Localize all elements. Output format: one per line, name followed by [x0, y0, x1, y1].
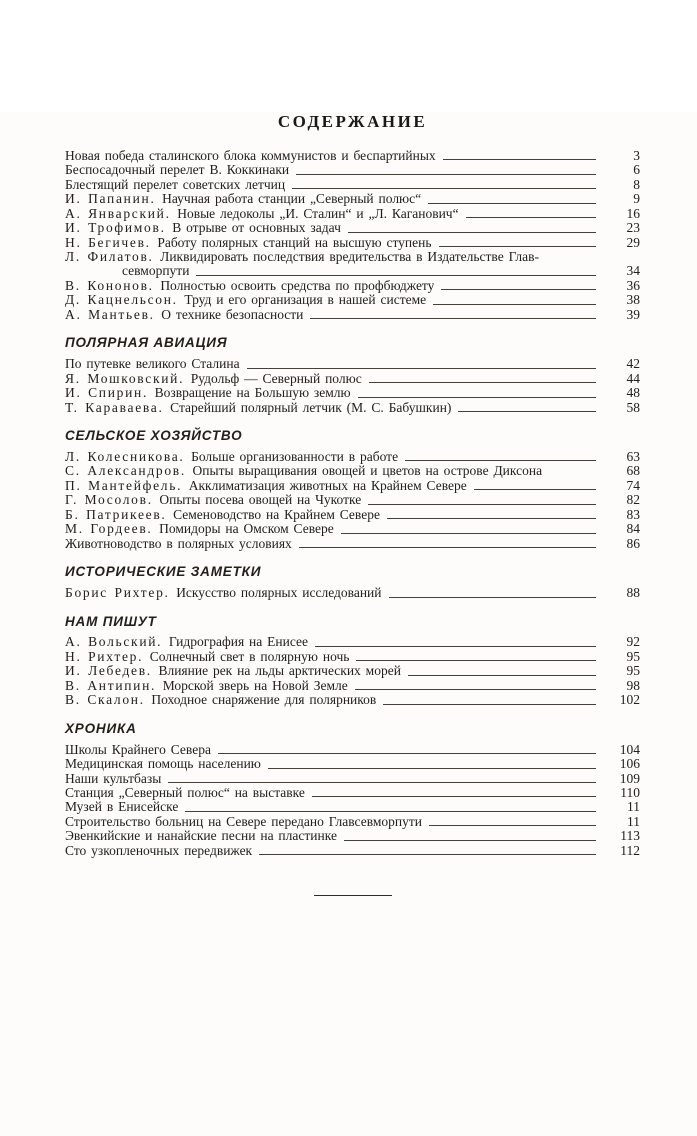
leader-line [428, 199, 596, 204]
page-number: 109 [619, 770, 640, 786]
toc-entry-title: Акклиматизация животных на Крайнем Севере [188, 478, 467, 493]
toc-entry [65, 815, 422, 829]
toc-entry-author: М. Гордеев. [65, 522, 160, 537]
toc-entry [65, 464, 542, 478]
page-number: 113 [620, 828, 640, 844]
toc-row [65, 401, 640, 415]
toc-row [65, 464, 640, 478]
toc-entry-author: Т. Караваева. [65, 400, 171, 415]
leader-line [348, 228, 596, 233]
toc-entry-title: Сто узкопленочных передвижек [65, 843, 253, 858]
leader-line [389, 593, 597, 598]
leader-line [466, 213, 596, 218]
leader-line [439, 242, 596, 247]
toc-entry-title: Опыты посева овощей на Чукотке [159, 493, 362, 508]
toc-entry-title: Научная работа станции „Северный полюс“ [162, 192, 422, 207]
leader-line [292, 184, 596, 189]
toc-entry-author: Д. Кацнельсон. [65, 293, 185, 308]
toc-entry [65, 386, 351, 400]
toc-entry-title: Больше организованности в работе [191, 449, 399, 464]
toc-entry-title: Походное снаряжение для полярников [151, 693, 377, 708]
leader-line [387, 514, 596, 519]
leader-line [405, 456, 596, 461]
page-number: 16 [626, 205, 640, 221]
page-number: 48 [626, 385, 640, 401]
page-title: СОДЕРЖАНИЕ [277, 112, 428, 131]
toc-entry-title: Морской зверь на Новой Земле [162, 678, 348, 693]
toc-entry-title: Беспосадочный перелет В. Коккинаки [65, 163, 290, 178]
toc-row [65, 192, 640, 206]
toc-entry [65, 586, 382, 600]
toc-entry-title: Эвенкийские и нанайские песни на пластинке [65, 829, 337, 844]
toc-entry-author: П. Мантейфель. [65, 478, 189, 493]
toc-entry [65, 650, 349, 664]
page-number: 36 [626, 277, 640, 293]
toc-row [65, 757, 640, 771]
toc-entry [65, 279, 434, 293]
toc-entry-author: Н. Бегичев. [65, 235, 158, 250]
toc-entry-title: Старейший полярный летчик (М. С. Бабушкин) [170, 400, 452, 415]
toc-row [65, 149, 640, 163]
toc-entry-author: В. Скалон. [65, 693, 152, 708]
leader-line [259, 850, 596, 855]
leader-line [268, 764, 596, 769]
toc-row [65, 743, 640, 757]
page-number: 74 [626, 477, 640, 493]
toc-entry-author: Л. Колесникова. [65, 449, 192, 464]
toc-row [65, 236, 640, 250]
page-number: 42 [626, 356, 640, 372]
page-number: 92 [626, 634, 640, 650]
toc-entry [65, 772, 161, 786]
toc-row [65, 664, 640, 678]
section-heading: НАМ ПИШУТ [65, 613, 157, 629]
page-number: 106 [619, 756, 640, 772]
toc-row [65, 508, 640, 522]
page-number: 110 [620, 784, 640, 800]
toc-entry [65, 786, 305, 800]
toc-entry-author: В. Антипин. [65, 678, 163, 693]
toc-entry [65, 829, 337, 843]
page-number: 3 [633, 147, 640, 163]
leader-line [312, 792, 596, 797]
toc-entry-title: В отрыве от основных задач [172, 221, 341, 236]
toc-entry-author: А. Мантьев. [65, 307, 162, 322]
toc-entry [65, 508, 380, 522]
toc-entry-title: Искусство полярных исследований [176, 586, 382, 601]
toc-entry-title: Труд и его организация в нашей системе [184, 293, 427, 308]
leader-line [358, 393, 596, 398]
leader-line [474, 485, 596, 490]
toc-entry-author: А. Вольский. [65, 635, 169, 650]
toc-row [65, 372, 640, 386]
toc-row [65, 537, 640, 551]
leader-line [443, 155, 596, 160]
toc-entry-author: И. Трофимов. [65, 221, 173, 236]
leader-line [383, 700, 596, 705]
toc-entry-title: Строительство больниц на Севере передано Главсевморпути [65, 814, 422, 829]
leader-line [458, 407, 596, 412]
page-number: 29 [626, 234, 640, 250]
toc-row [65, 800, 640, 814]
page-number: 68 [626, 463, 640, 479]
leader-line [441, 285, 596, 290]
leader-line [341, 529, 596, 534]
leader-line [168, 778, 596, 783]
toc-entry-author: И. Лебедев. [65, 664, 159, 679]
toc-entry-title: Опыты выращивания овощей и цветов на острове Диксона [192, 464, 543, 479]
toc-row [65, 308, 640, 322]
leader-line [408, 671, 596, 676]
toc-entry-title: Школы Крайнего Севера [65, 742, 211, 757]
toc-entry [65, 178, 285, 192]
page-number: 34 [626, 263, 640, 279]
page-number: 11 [627, 799, 640, 815]
page-number: 6 [633, 162, 640, 178]
toc-entry [65, 450, 398, 464]
toc-row [65, 250, 640, 264]
toc-entry [65, 207, 459, 221]
toc-row [65, 163, 640, 177]
leader-line [546, 258, 610, 262]
page-number: 95 [626, 663, 640, 679]
leader-line [356, 656, 596, 661]
toc-entry-author: Борис Рихтер. [65, 586, 177, 601]
toc-section [65, 428, 640, 551]
toc-section [65, 564, 640, 600]
section-heading: ИСТОРИЧЕСКИЕ ЗАМЕТКИ [65, 564, 262, 580]
toc-entry [65, 693, 376, 707]
toc-entry [65, 264, 189, 278]
section-heading: СЕЛЬСКОЕ ХОЗЯЙСТВО [65, 428, 243, 443]
toc-row [65, 386, 640, 400]
toc-section [65, 721, 640, 859]
toc-entry-author: Г. Мосолов. [65, 493, 160, 508]
toc-row [65, 844, 640, 858]
toc-entry-title: Ликвидировать последствия вредительства в Издательстве Глав- [160, 250, 539, 265]
leader-line [429, 821, 596, 826]
leader-line [196, 271, 596, 276]
leader-line [185, 807, 596, 812]
page-number: 9 [633, 191, 640, 207]
leader-line [549, 472, 610, 476]
toc-entry [65, 522, 334, 536]
toc-entry [65, 679, 348, 693]
toc-entry-title: Рудольф — Северный полюс [190, 371, 362, 386]
page-number: 63 [626, 448, 640, 464]
page-number: 98 [626, 677, 640, 693]
toc-entry [65, 250, 539, 264]
toc-entry [65, 163, 289, 177]
toc-entry [65, 479, 467, 493]
toc-entry-title: Возвращение на Большую землю [154, 386, 351, 401]
toc-entry-author: Н. Рихтер. [65, 649, 150, 664]
toc-entry [65, 149, 436, 163]
end-divider [314, 895, 392, 896]
toc-row [65, 450, 640, 464]
toc-entry [65, 743, 211, 757]
leader-line [369, 378, 596, 383]
toc-row [65, 636, 640, 650]
toc-entry [65, 800, 178, 814]
page-number: 83 [626, 506, 640, 522]
toc-entry [65, 401, 451, 415]
page-number: 44 [626, 370, 640, 386]
leader-line [218, 749, 596, 754]
toc-entry-title: Влияние рек на льды арктических морей [158, 664, 401, 679]
toc-entry-author: Л. Филатов. [65, 250, 161, 265]
leader-line [310, 314, 596, 319]
toc-entry [65, 664, 401, 678]
leader-line [433, 300, 596, 305]
toc-row [65, 772, 640, 786]
toc-entry [65, 537, 292, 551]
leader-line [315, 642, 596, 647]
page-number: 38 [626, 292, 640, 308]
toc-row [65, 815, 640, 829]
leader-line [355, 685, 596, 690]
toc-entry [65, 293, 426, 307]
toc-entry-title: Медицинская помощь населению [65, 757, 261, 772]
toc-row [65, 221, 640, 235]
toc-row [65, 279, 640, 293]
leader-line [344, 836, 596, 841]
toc-entry-author: Б. Патрикеев. [65, 507, 174, 522]
toc-entry-title: Помидоры на Омском Севере [159, 522, 334, 537]
toc-entry-title: Гидрография на Енисее [168, 635, 308, 650]
toc-entry-title: Животноводство в полярных условиях [65, 536, 292, 551]
toc-row [65, 829, 640, 843]
toc-entry-author: И. Спирин. [65, 386, 155, 401]
toc-entry-title: Новые ледоколы „И. Сталин“ и „Л. Каганович“ [177, 206, 459, 221]
toc-entry-title: севморпути [122, 264, 190, 279]
toc-entry [65, 236, 432, 250]
toc-row [65, 265, 640, 279]
scanned-toc-page [0, 112, 697, 1136]
toc-row [65, 178, 640, 192]
page-number: 82 [626, 492, 640, 508]
toc-row [65, 293, 640, 307]
page-number: 102 [619, 692, 640, 708]
section-heading: ПОЛЯРНАЯ АВИАЦИЯ [65, 335, 228, 351]
toc-entry [65, 192, 421, 206]
toc-section [65, 149, 640, 322]
toc-entry [65, 635, 308, 649]
leader-line [296, 170, 596, 175]
toc-row [65, 693, 640, 707]
toc-entry-author: А. Январский. [65, 206, 178, 221]
page-number: 39 [626, 306, 640, 322]
toc-row [65, 522, 640, 536]
toc-entry-title: Блестящий перелет советских летчиц [65, 177, 286, 192]
page-number: 11 [627, 813, 640, 829]
toc-entry [65, 493, 361, 507]
toc-entry-title: Музей в Енисейске [65, 800, 179, 815]
toc-entry-author: С. Александров. [65, 464, 193, 479]
page-number: 8 [633, 176, 640, 192]
page-number: 88 [626, 585, 640, 601]
leader-line [368, 500, 596, 505]
page-number: 58 [626, 399, 640, 415]
toc-entry [65, 844, 252, 858]
page-number: 112 [620, 842, 640, 858]
toc-row [65, 357, 640, 371]
toc-entry-title: Станция „Северный полюс“ на выставке [65, 785, 305, 800]
toc-entry [65, 372, 362, 386]
section-heading: ХРОНИКА [65, 720, 137, 736]
leader-line [299, 543, 596, 548]
toc-section [65, 335, 640, 415]
toc-entry [65, 221, 341, 235]
toc-row [65, 493, 640, 507]
toc-row [65, 786, 640, 800]
toc-entry [65, 308, 303, 322]
toc-entry-title: По путевке великого Сталина [65, 357, 240, 372]
toc-row [65, 479, 640, 493]
toc-entry-title: Семеноводство на Крайнем Севере [173, 507, 380, 522]
toc-entry-title: Новая победа сталинского блока коммунистов и беспартийных [65, 148, 436, 163]
toc-entry-title: Солнечный свет в полярную ночь [149, 649, 350, 664]
page-number: 95 [626, 648, 640, 664]
toc [65, 149, 640, 858]
toc-row [65, 207, 640, 221]
toc-entry-author: И. Папанин. [65, 192, 163, 207]
page-number: 84 [626, 521, 640, 537]
toc-entry-title: Полностью освоить средства по профбюджету [160, 278, 435, 293]
toc-entry-title: Наши культбазы [65, 771, 162, 786]
toc-entry-title: Работу полярных станций на высшую ступень [157, 235, 432, 250]
toc-entry-title: О технике безопасности [161, 307, 304, 322]
toc-section [65, 614, 640, 708]
leader-line [247, 364, 596, 369]
toc-row [65, 650, 640, 664]
toc-entry-author: Я. Мошковский. [65, 371, 191, 386]
page-number: 104 [619, 741, 640, 757]
toc-entry-author: В. Кононов. [65, 278, 161, 293]
toc-row [65, 586, 640, 600]
page-number: 23 [626, 220, 640, 236]
toc-row [65, 679, 640, 693]
page-number: 86 [626, 535, 640, 551]
toc-entry [65, 357, 240, 371]
toc-entry [65, 757, 261, 771]
